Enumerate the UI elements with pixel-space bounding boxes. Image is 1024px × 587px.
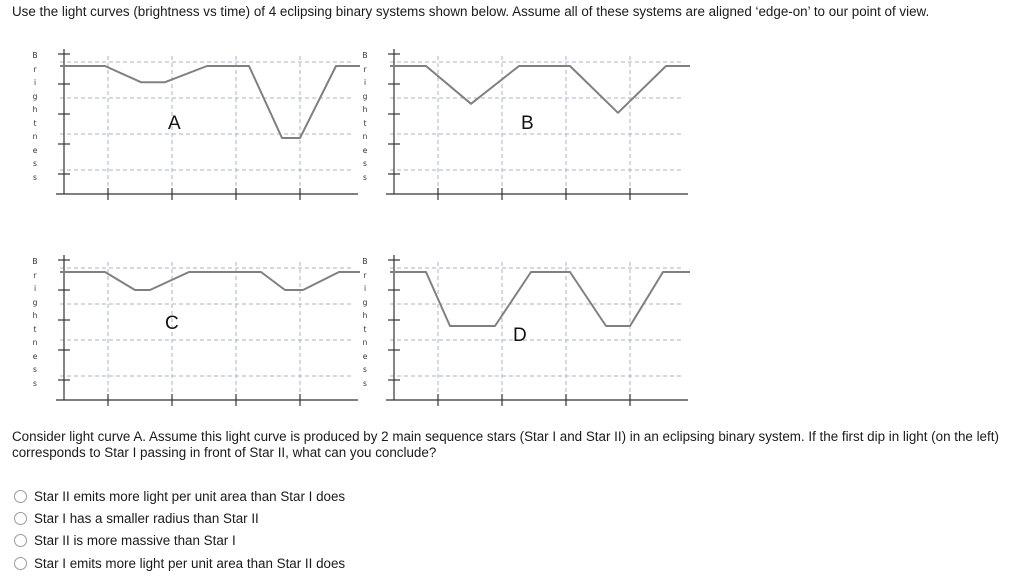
y-axis-letter: i: [33, 78, 37, 87]
option-label: Star II emits more light per unit area than Star I does: [34, 488, 346, 504]
light-curve-panel-b: [358, 44, 688, 209]
answer-option[interactable]: [14, 530, 345, 552]
instructions-text: Use the light curves (brightness vs time) of 4 eclipsing binary systems shown below. Assume all of these systems are aligned ‘edge-on’ to our point of view.: [12, 4, 930, 19]
y-axis-letter: n: [362, 132, 368, 141]
y-axis-letter: i: [363, 78, 367, 87]
light-curve-line: [390, 66, 690, 113]
answer-options: [14, 485, 345, 574]
y-axis-letter: B: [32, 51, 38, 60]
y-axis-letter: h: [32, 311, 38, 320]
y-axis-letter: n: [362, 338, 368, 347]
y-axis-letter: h: [362, 311, 368, 320]
radio-button[interactable]: [14, 557, 27, 570]
y-axis-letter: B: [32, 257, 38, 266]
panel-label: A: [168, 113, 181, 134]
y-axis-letter: s: [33, 378, 37, 388]
y-axis-letter: s: [363, 378, 367, 388]
radio-button[interactable]: [14, 512, 27, 525]
y-axis-letter: g: [362, 297, 368, 307]
option-label: Star I has a smaller radius than Star II: [34, 510, 259, 526]
y-axis-letter: g: [362, 91, 368, 101]
y-axis-letter: t: [363, 324, 367, 334]
y-axis-letter: t: [363, 118, 367, 128]
y-axis-letter: B: [362, 51, 368, 60]
y-axis-letter: s: [33, 365, 37, 374]
y-axis-letter: r: [363, 270, 367, 280]
y-axis-letter: r: [363, 64, 367, 74]
option-label: Star I emits more light per unit area than Star II does: [34, 555, 346, 571]
light-curve-line: [60, 272, 360, 290]
y-axis-letter: r: [33, 64, 37, 74]
y-axis-letter: s: [33, 172, 37, 182]
y-axis-letter: e: [32, 351, 38, 361]
answer-option[interactable]: [14, 552, 345, 574]
light-curve-panel-a: [28, 44, 358, 209]
y-axis-letter: n: [32, 132, 38, 141]
y-axis-letter: r: [33, 270, 37, 280]
y-axis-letter: h: [32, 105, 38, 114]
light-curve-graph: [28, 44, 358, 209]
y-axis-letter: s: [363, 159, 367, 168]
light-curve-panel-d: [358, 250, 688, 415]
panel-label: D: [513, 325, 527, 346]
light-curve-graph: [28, 250, 358, 415]
y-axis-letter: s: [33, 159, 37, 168]
y-axis-letter: s: [363, 172, 367, 182]
y-axis-letter: t: [33, 324, 37, 334]
y-axis-letter: s: [363, 365, 367, 374]
y-axis-letter: i: [33, 284, 37, 293]
radio-button[interactable]: [14, 490, 27, 503]
light-curve-line: [390, 272, 690, 326]
option-label: Star II is more massive than Star I: [34, 533, 236, 549]
y-axis-letter: B: [362, 257, 368, 266]
y-axis-letter: e: [362, 145, 368, 155]
y-axis-letter: e: [362, 351, 368, 361]
answer-option[interactable]: [14, 507, 345, 529]
y-axis-letter: h: [362, 105, 368, 114]
panel-label: B: [521, 113, 534, 134]
light-curve-panel-c: [28, 250, 358, 415]
y-axis-letter: n: [32, 338, 38, 347]
y-axis-letter: g: [32, 91, 38, 101]
y-axis-letter: g: [32, 297, 38, 307]
light-curve-line: [60, 66, 360, 138]
y-axis-letter: t: [33, 118, 37, 128]
answer-option[interactable]: [14, 485, 345, 507]
y-axis-letter: e: [32, 145, 38, 155]
y-axis-letter: i: [363, 284, 367, 293]
panel-label: C: [165, 313, 179, 334]
question-text: Consider light curve A. Assume this light curve is produced by 2 main sequence stars (Star I and Star II) in an eclipsing binary system. If the first dip in light (on the left) corresponds to Star I passing in front of Star II, what can you conclude?: [12, 429, 999, 460]
radio-button[interactable]: [14, 534, 27, 547]
